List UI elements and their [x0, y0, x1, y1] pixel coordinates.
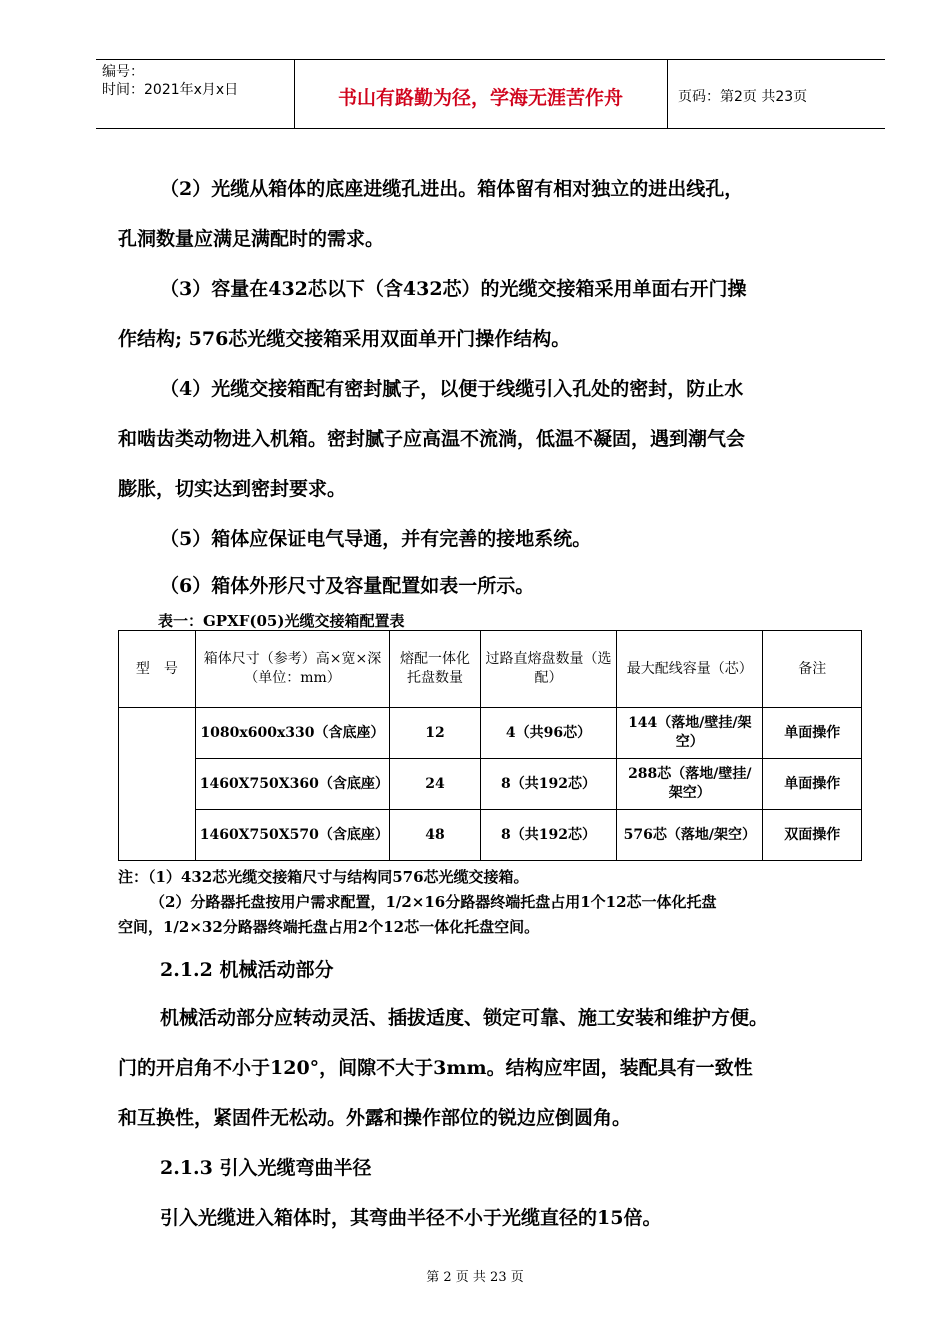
note-cell: 双面操作	[763, 810, 862, 861]
table-note-2-line-1: （2）分路器托盘按用户需求配置，1/2×16分路器终端托盘占用1个12芯一体化托盘	[150, 893, 717, 911]
header-size: 箱体尺寸（参考）高×宽×深（单位：mm）	[195, 631, 390, 708]
section-heading-2-1-3: 2.1.3 引入光缆弯曲半径	[160, 1157, 372, 1179]
size-cell: 1460X750X570（含底座）	[195, 810, 390, 861]
header-pass: 过路直熔盘数量（选配）	[480, 631, 616, 708]
table-caption: 表一：GPXF(05)光缆交接箱配置表	[158, 612, 405, 630]
pass-cell: 8（共192芯）	[480, 810, 616, 861]
section-2-1-2-line-3: 和互换性，紧固件无松动。外露和操作部位的锐边应倒圆角。	[118, 1107, 632, 1129]
trays-cell: 24	[390, 759, 481, 810]
pass-cell: 8（共192芯）	[480, 759, 616, 810]
section-2-1-2-line-1: 机械活动部分应转动灵活、插拔适度、锁定可靠、施工安装和维护方便。	[160, 1007, 769, 1029]
paragraph-2-line-2: 孔洞数量应满足满配时的需求。	[118, 228, 385, 250]
paragraph-2-line-1: （2）光缆从箱体的底座进缆孔进出。箱体留有相对独立的进出线孔，	[160, 178, 744, 200]
paragraph-3-line-1: （3）容量在432芯以下（含432芯）的光缆交接箱采用单面右开门操	[160, 278, 747, 300]
note-cell: 单面操作	[763, 759, 862, 810]
size-cell: 1460X750X360（含底座）	[195, 759, 390, 810]
trays-cell: 48	[390, 810, 481, 861]
time-label: 时间：2021年x月x日	[102, 82, 239, 98]
paragraph-4-line-1: （4）光缆交接箱配有密封腻子，以便于线缆引入孔处的密封，防止水	[160, 378, 744, 400]
capacity-cell: 288芯（落地/壁挂/架空）	[617, 759, 763, 810]
note-cell: 单面操作	[763, 708, 862, 759]
table-header-row	[119, 631, 862, 708]
table-row	[119, 759, 862, 810]
header-trays: 熔配一体化托盘数量	[390, 631, 481, 708]
paragraph-4-line-2: 和啮齿类动物进入机箱。密封腻子应高温不流淌，低温不凝固，遇到潮气会	[118, 428, 746, 450]
table-note-2-line-2: 空间，1/2×32分路器终端托盘占用2个12芯一体化托盘空间。	[118, 918, 540, 936]
header-type: 型 号	[119, 631, 196, 708]
table-note-1: 注：（1）432芯光缆交接箱尺寸与结构同576芯光缆交接箱。	[118, 868, 529, 886]
section-2-1-2-line-2: 门的开启角不小于120°，间隙不大于3mm。结构应牢固，装配具有一致性	[118, 1057, 753, 1079]
config-table	[118, 630, 862, 861]
size-cell: 1080x600x330（含底座）	[195, 708, 390, 759]
header-divider	[667, 60, 668, 128]
header-note: 备注	[763, 631, 862, 708]
paragraph-5: （5）箱体应保证电气导通，并有完善的接地系统。	[160, 528, 592, 550]
paragraph-3-line-2: 作结构; 576芯光缆交接箱采用双面单开门操作结构。	[118, 328, 571, 350]
paragraph-4-line-3: 膨胀，切实达到密封要求。	[118, 478, 347, 500]
page-header	[96, 59, 885, 129]
header-meta	[102, 63, 238, 99]
page-footer: 第 2 页 共 23 页	[426, 1270, 524, 1285]
paragraph-6: （6）箱体外形尺寸及容量配置如表一所示。	[160, 575, 535, 597]
table-row	[119, 810, 862, 861]
header-page-label: 页码：第2页 共23页	[678, 89, 808, 105]
capacity-cell: 576芯（落地/架空）	[617, 810, 763, 861]
section-heading-2-1-2: 2.1.2 机械活动部分	[160, 959, 334, 981]
header-motto: 书山有路勤为径，学海无涯苦作舟	[337, 87, 623, 109]
capacity-cell: 144（落地/壁挂/架空）	[617, 708, 763, 759]
pass-cell: 4（共96芯）	[480, 708, 616, 759]
type-cell	[119, 708, 196, 861]
table-row	[119, 708, 862, 759]
header-capacity: 最大配线容量（芯）	[617, 631, 763, 708]
section-2-1-3-line-1: 引入光缆进入箱体时，其弯曲半径不小于光缆直径的15倍。	[160, 1207, 662, 1229]
number-label: 编号：	[102, 64, 144, 80]
trays-cell: 12	[390, 708, 481, 759]
